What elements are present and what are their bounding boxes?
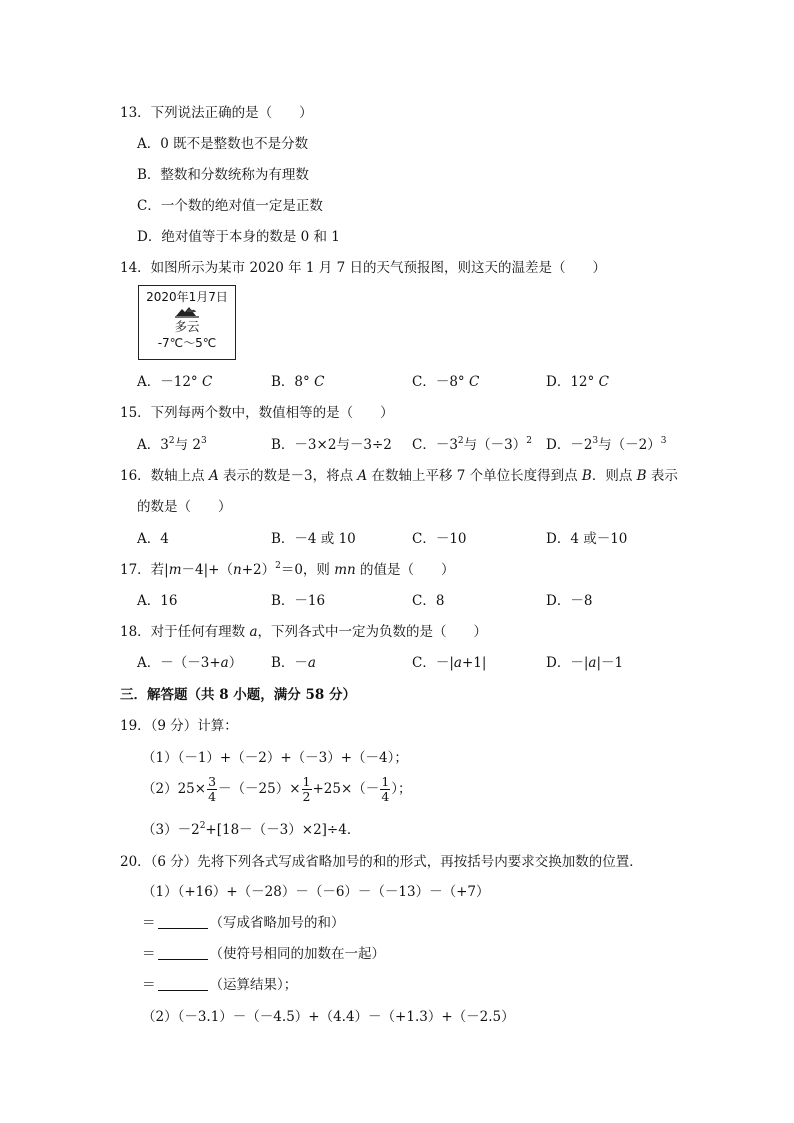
weather-condition: 多云 [174,319,200,334]
q20-part1: （1）（+16）+（－28）－（－6）－（－13）－（+7） [142,884,490,900]
q18-option-d: D．－|a|－1 [546,655,624,671]
q15-option-d: D．$-2^3$与$(-2)^3$ [546,436,667,453]
q14-option-d: D．12° C [546,374,609,390]
q17-stem: 17．若$|m-4|+(n+2)^2=0$，则 mn 的值是（ ） [120,561,455,578]
q16-option-d: D．4 或－10 [546,531,628,547]
q18-option-b: B．－a [271,655,316,671]
q13-option-d: D．绝对值等于本身的数是 0 和 1 [137,229,340,245]
q16-option-a: A．4 [137,531,169,547]
answer-blank[interactable] [158,978,208,991]
q14-option-c: C．－8° C [412,374,480,390]
q18-option-a: A．－（－3+a） [137,655,243,671]
q13-option-c: C．一个数的绝对值一定是正数 [137,198,323,214]
q18-stem: 18．对于任何有理数 a，下列各式中一定为负数的是（ ） [120,624,488,640]
q19-part3: $(3)-2^2+[18-(-3)\times 2]\div 4$． [142,821,361,838]
q20-step3: ＝ （运算结果）； [142,977,298,993]
q14-option-a: A．－12° C [137,374,213,390]
q16-option-b: B．－4 或 10 [271,531,356,547]
q19-part1: （1）（－1）+（－2）+（－3）+（－4）； [142,750,408,766]
q18-option-c: C．－|a+1| [412,655,487,671]
q17-option-b: B．－16 [271,593,326,609]
q16-option-c: C．－10 [412,531,467,547]
q15-stem: 15．下列每两个数中，数值相等的是（ ） [120,405,394,421]
q16-stem-line2: 的数是（ ） [137,499,232,515]
q20-step1: ＝ （写成省略加号的和） [142,915,345,931]
weather-temperature: -7℃～5℃ [157,336,217,350]
q14-option-b: B．8° C [271,374,325,390]
q19-part2: （2）25× $\frac{3}{4}$ －（－25）× $\frac{1}{2}$ +25×（－ $\frac{1}{4}$ ）； [142,774,412,804]
q17-option-a: A．16 [137,593,178,609]
section-heading: 三．解答题（共 8 小题，满分 58 分） [120,687,356,703]
q17-option-c: C．8 [412,593,445,609]
weather-date: 2020年1月7日 [146,290,228,304]
answer-blank[interactable] [158,916,208,929]
q16-stem-line1: 16．数轴上点 A 表示的数是－3，将点 A 在数轴上平移 7 个单位长度得到点 B．则点 B 表示 [120,468,678,484]
answer-blank[interactable] [158,947,208,960]
weather-forecast-figure [138,285,236,360]
q15-option-b: B．－3×2与－3÷2 [271,437,392,453]
cloudy-mountain-icon [139,305,235,319]
q13-option-b: B．整数和分数统称为有理数 [137,167,309,183]
q17-option-d: D．－8 [546,593,593,609]
q15-option-a: A．$3^2$与 $2^3$ [137,436,207,453]
q13-option-a: A．0 既不是整数也不是分数 [137,136,309,152]
q20-step2: ＝ （使符号相同的加数在一起） [142,946,385,962]
q19-stem: 19．（9 分）计算： [120,718,238,734]
q13-stem: 13．下列说法正确的是（ ） [120,105,313,121]
q20-part2: （2）（－3.1）－（－4.5）+（4.4）－（+1.3）+（－2.5） [142,1009,515,1025]
q15-option-c: C．$-3^2$与$(-3)^2$ [412,436,532,453]
q14-stem: 14．如图所示为某市 2020 年 1 月 7 日的天气预报图，则这天的温差是（ ） [120,260,606,276]
q20-stem: 20．（6 分）先将下列各式写成省略加号的和的形式，再按括号内要求交换加数的位置． [120,854,643,870]
